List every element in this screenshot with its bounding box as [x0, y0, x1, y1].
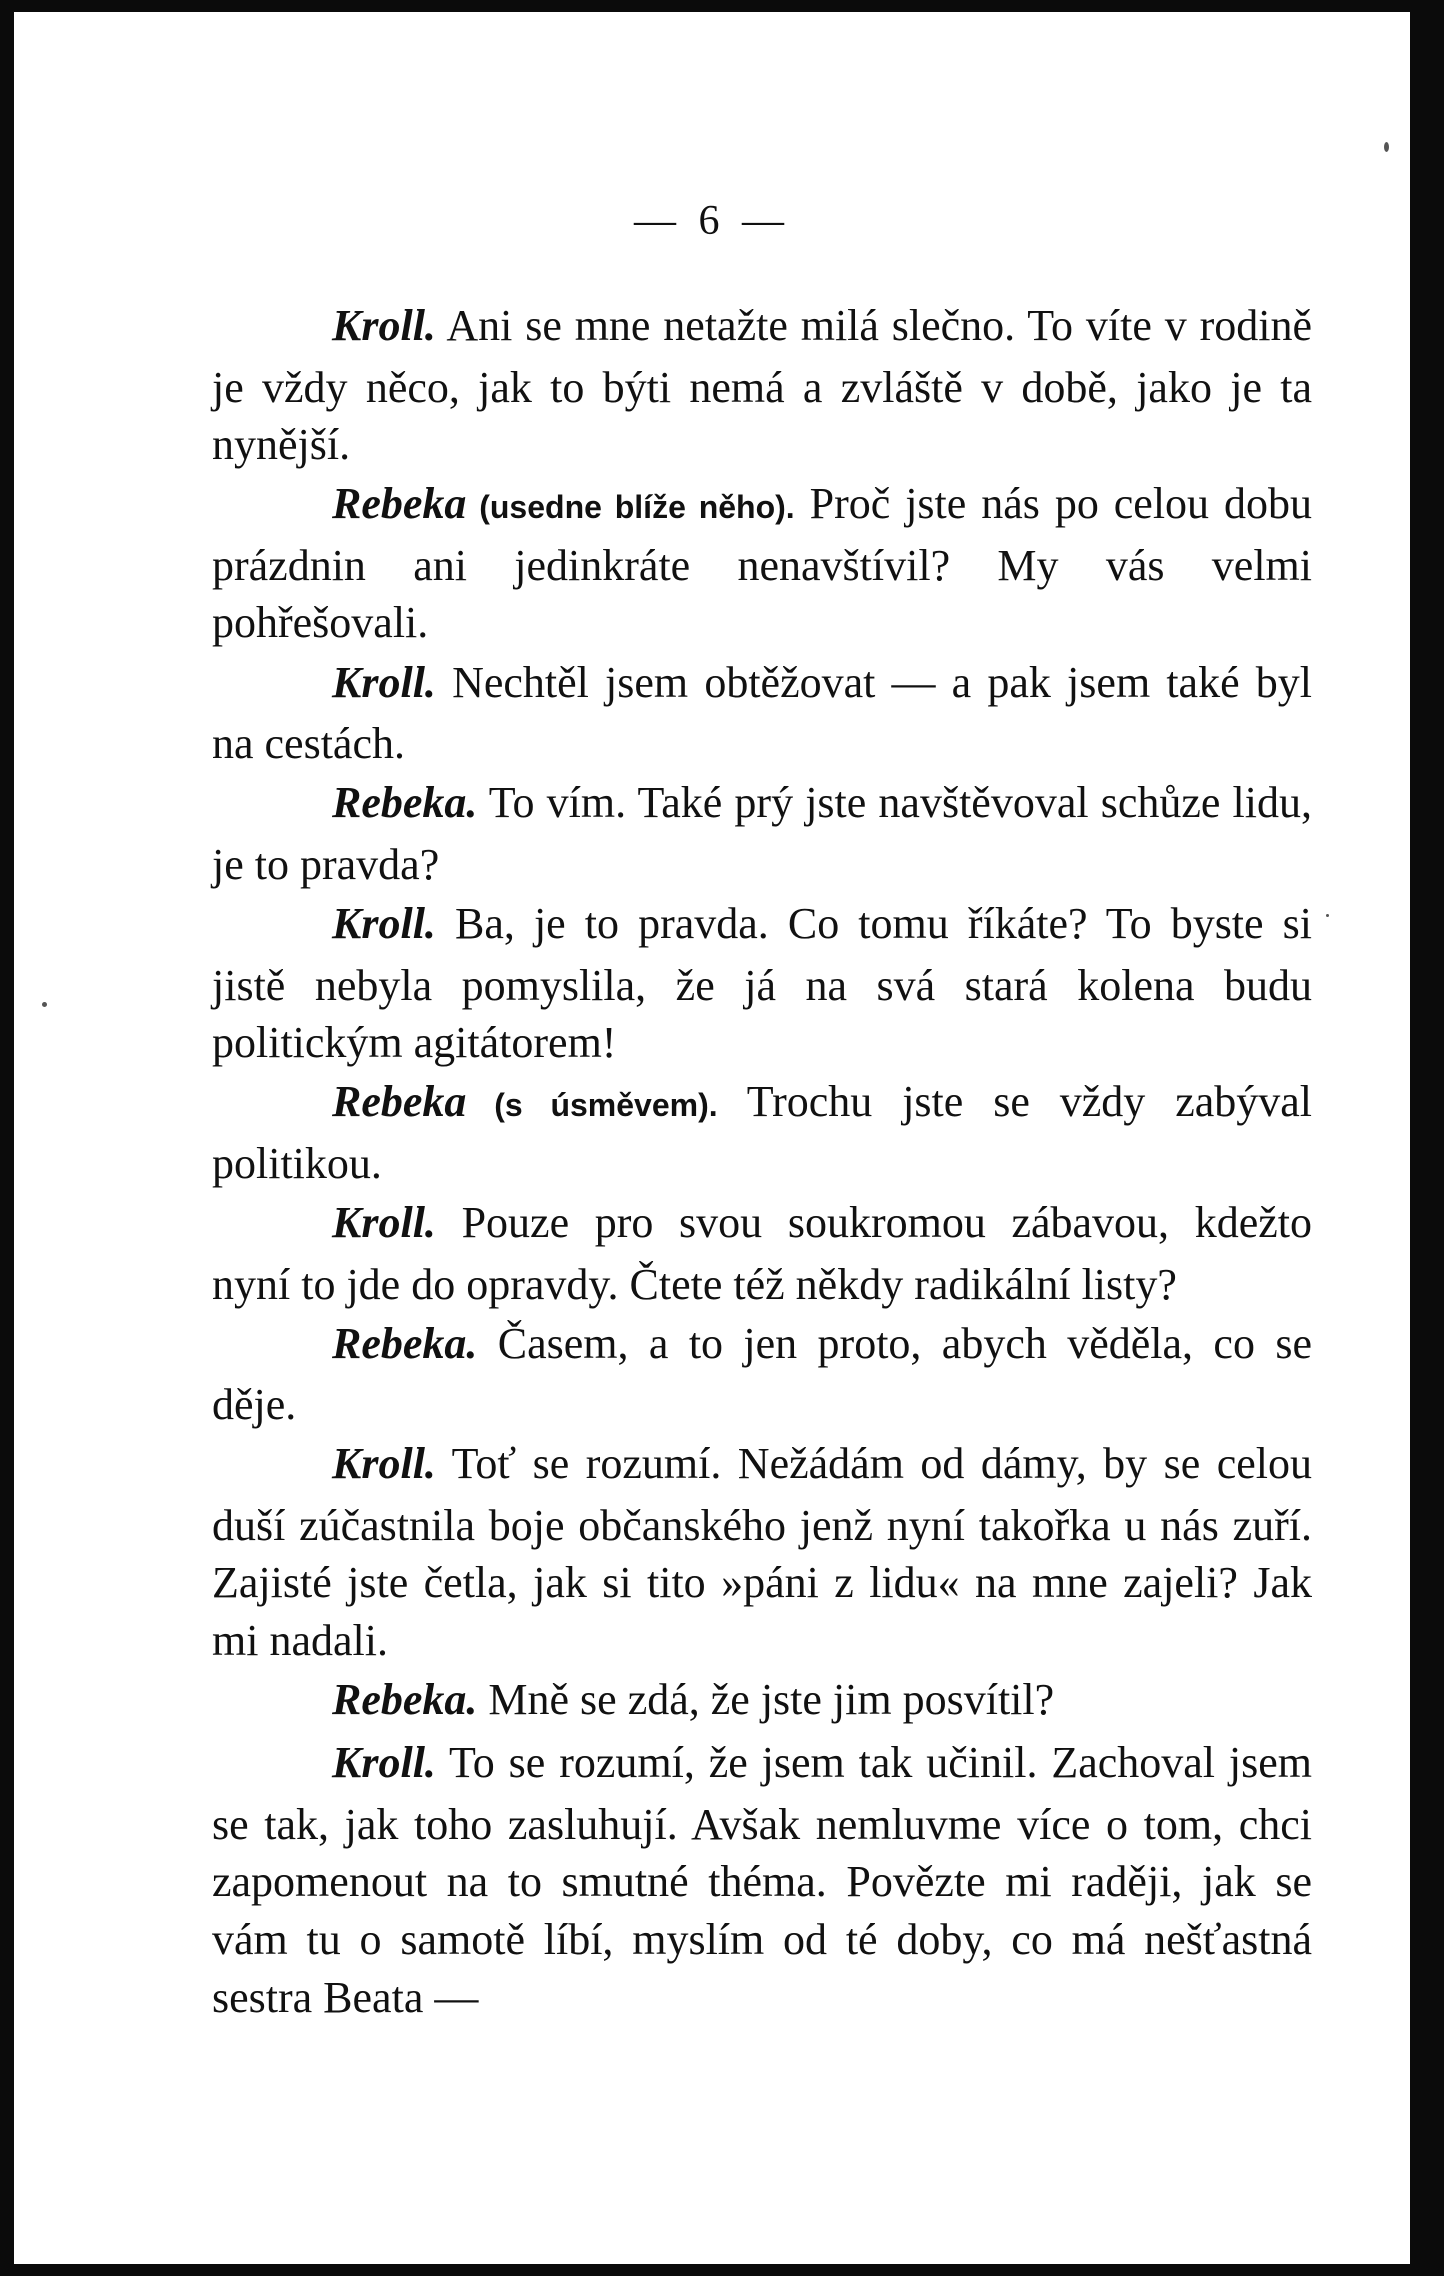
speech-text: Proč jste nás po celou dobu prázdnin ani jedinkráte nenavštívil? My vás velmi pohřešovali.	[212, 479, 1312, 648]
speaker-name: Rebeka.	[332, 778, 478, 828]
paragraph-4	[212, 774, 1312, 893]
paragraph-1	[212, 297, 1312, 474]
speaker-name: Kroll.	[332, 1738, 436, 1788]
speaker-name: Rebeka.	[332, 1675, 478, 1725]
speaker-name: Rebeka	[332, 479, 467, 529]
speech-text: Nechtěl jsem obtěžovat — a pak jsem také byl na cestách.	[212, 657, 1312, 769]
paragraph-3	[212, 654, 1312, 773]
scan-edge-right	[1410, 0, 1444, 2276]
paragraph-11	[212, 1734, 1312, 2026]
speaker-name: Kroll.	[332, 301, 436, 350]
speech-text: Ani se mne netažte milá slečno. To víte v rodině je vždy něco, jak to býti nemá a zvláště v době, jako je ta nynější.	[212, 301, 1312, 470]
speaker-name: Kroll.	[332, 1197, 436, 1247]
speech-text: Ba, je to pravda. Co tomu říkáte? To byste si jistě nebyla pomyslila, že já na svá stará kolena budu politickým agitátorem!	[212, 898, 1312, 1068]
paragraph-10	[212, 1671, 1312, 1733]
scan-edge-bottom	[0, 2264, 1444, 2276]
paragraph-9	[212, 1435, 1312, 1669]
book-page	[14, 12, 1410, 2264]
speaker-name: Kroll.	[332, 898, 436, 948]
speech-text: Pouze pro svou soukromou zábavou, kdežto nyní to jde do opravdy. Čtete též někdy radikální listy?	[212, 1197, 1312, 1309]
stage-direction: (s úsměvem).	[466, 1087, 718, 1124]
speaker-name: Kroll.	[332, 657, 436, 707]
print-speck	[1384, 142, 1389, 152]
speaker-name: Rebeka	[332, 1077, 467, 1127]
page-number: — 6 —	[634, 198, 790, 244]
speech-text: Trochu jste se vždy zabýval politikou.	[212, 1077, 1313, 1188]
speech-text: To vím. Také prý jste navštěvoval schůze lidu, je to pravda?	[212, 778, 1312, 889]
speaker-name: Kroll.	[332, 1439, 436, 1489]
speech-text: Toť se rozumí. Nežádám od dámy, by se celou duší zúčastnila boje občanského jenž nyní takořka u nás zuří. Zajisté jste četla, jak si tito »páni z lidu« na mne zajeli? Jak mi nadali.	[212, 1439, 1312, 1666]
print-speck	[1326, 914, 1329, 917]
paragraph-6	[212, 1073, 1312, 1192]
paragraph-8	[212, 1315, 1312, 1434]
scan-edge-top	[0, 0, 1444, 12]
print-speck	[42, 1002, 47, 1007]
speech-text: Časem, a to jen proto, abych věděla, co se děje.	[212, 1318, 1312, 1430]
dialogue-text	[212, 297, 1312, 2028]
paragraph-5	[212, 895, 1312, 1072]
paragraph-2	[212, 475, 1312, 652]
scan-edge-left	[0, 0, 14, 2276]
stage-direction: (usedne blíže něho).	[466, 489, 795, 526]
speaker-name: Rebeka.	[332, 1318, 478, 1368]
paragraph-7	[212, 1194, 1312, 1313]
speech-text: To se rozumí, že jsem tak učinil. Zachoval jsem se tak, jak toho zasluhují. Avšak nemluvme více o tom, chci zapomenout na to smutné théma. Povězte mi raději, jak se vám tu o samotě líbí, myslím od té doby, co má nešťastná sestra Beata —	[212, 1738, 1312, 2022]
speech-text: Mně se zdá, že jste jim posvítil?	[477, 1675, 1055, 1725]
